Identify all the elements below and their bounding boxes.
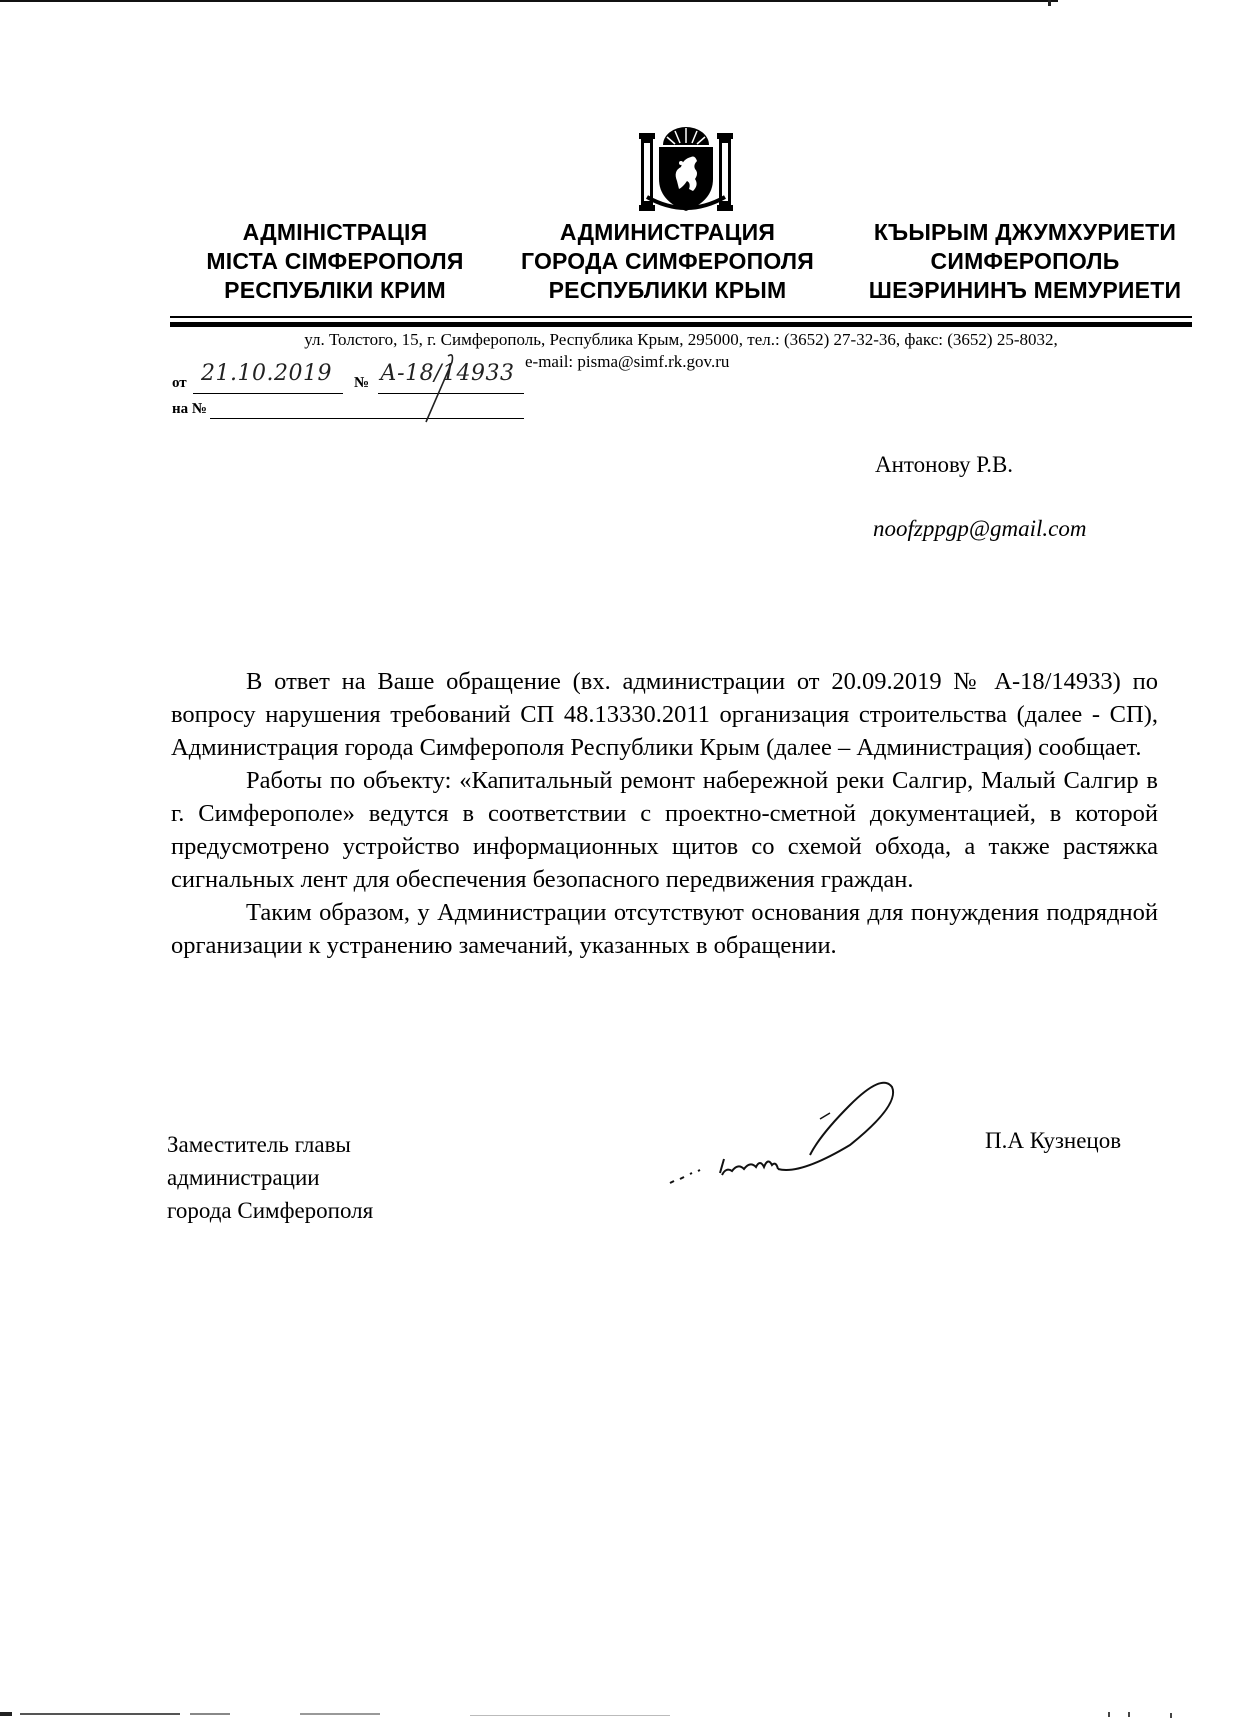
letterhead-ukrainian-line: МІСТА СІМФЕРОПОЛЯ	[206, 248, 464, 274]
recipient-name: Антонову Р.В.	[875, 452, 1014, 477]
handwritten-signature	[660, 1075, 960, 1195]
signatory-title-line: Заместитель главы	[167, 1132, 351, 1157]
letterhead-divider-thin	[170, 316, 1192, 318]
letterhead-russian	[495, 218, 840, 305]
signatory-title	[167, 1128, 373, 1227]
body-paragraph: Работы по объекту: «Капитальный ремонт набережной реки Салгир, Малый Салгир в г. Симферополе» ведутся в соответствии с проектно-сметной документацией, в которой предусмотрено устройство информационных щитов со схемой обхода, а также растяжка сигнальных лент для обеспечения безопасного передвижения граждан.	[171, 767, 1158, 893]
letterhead-crimean-tatar	[845, 218, 1205, 305]
signatory-title-line: города Симферополя	[167, 1198, 374, 1223]
letterhead-russian-line: ГОРОДА СИМФЕРОПОЛЯ	[521, 248, 814, 274]
letterhead-russian-line: РЕСПУБЛИКИ КРЫМ	[548, 277, 787, 303]
scan-artifact-tick	[1048, 0, 1051, 6]
signatory-name: П.А Кузнецов	[985, 1128, 1122, 1153]
crimea-coat-of-arms-icon	[637, 123, 735, 215]
letterhead-divider-thick	[170, 322, 1192, 327]
registration-date-label: от	[172, 375, 187, 391]
scan-artifact-top-border	[0, 0, 1058, 2]
signatory-title-line: администрации	[167, 1165, 320, 1190]
body-paragraph: В ответ на Ваше обращение (вх. администрации от 20.09.2019 № А-18/14933) по вопросу нарушения требований СП 48.13330.2011 организация строительства (далее - СП), Администрация города Симферополя Республики Крым (далее – Администрация) сообщает.	[171, 668, 1158, 761]
registration-number-label: №	[354, 375, 370, 391]
letterhead-ukrainian-line: РЕСПУБЛІКИ КРИМ	[224, 277, 446, 303]
letterhead-russian-line: АДМИНИСТРАЦИЯ	[559, 219, 776, 245]
body-paragraph: Таким образом, у Администрации отсутствуют основания для понуждения подрядной организации к устранению замечаний, указанных в обращении.	[171, 899, 1158, 959]
letter-body	[171, 665, 1158, 962]
registration-date-value: 21.10.2019	[201, 361, 332, 386]
reference-label: на №	[172, 401, 207, 417]
registration-number-value: А-18/14933	[380, 361, 515, 386]
reference-number-field	[210, 398, 524, 419]
letterhead-crimean-tatar-line: СИМФЕРОПОЛЬ	[930, 248, 1120, 274]
scan-artifact-bottom	[0, 1712, 1248, 1718]
registration-date-field	[193, 359, 343, 394]
letterhead-ukrainian-line: АДМІНІСТРАЦІЯ	[242, 219, 428, 245]
letterhead-crimean-tatar-line: КЪЫРЫМ ДЖУМХУРИЕТИ	[873, 219, 1177, 245]
letterhead-ukrainian	[180, 218, 490, 305]
handwritten-slash-mark	[418, 352, 458, 424]
recipient-email: noofzppgp@gmail.com	[873, 516, 1087, 541]
letterhead-address: ул. Толстого, 15, г. Симферополь, Республика Крым, 295000, тел.: (3652) 27-32-36, факс: (3652) 25-8032,	[304, 330, 1058, 349]
letterhead-email: e-mail: pisma@simf.rk.gov.ru	[525, 352, 730, 371]
letterhead-crimean-tatar-line: ШЕЭРИНИНЪ МЕМУРИЕТИ	[868, 277, 1182, 303]
